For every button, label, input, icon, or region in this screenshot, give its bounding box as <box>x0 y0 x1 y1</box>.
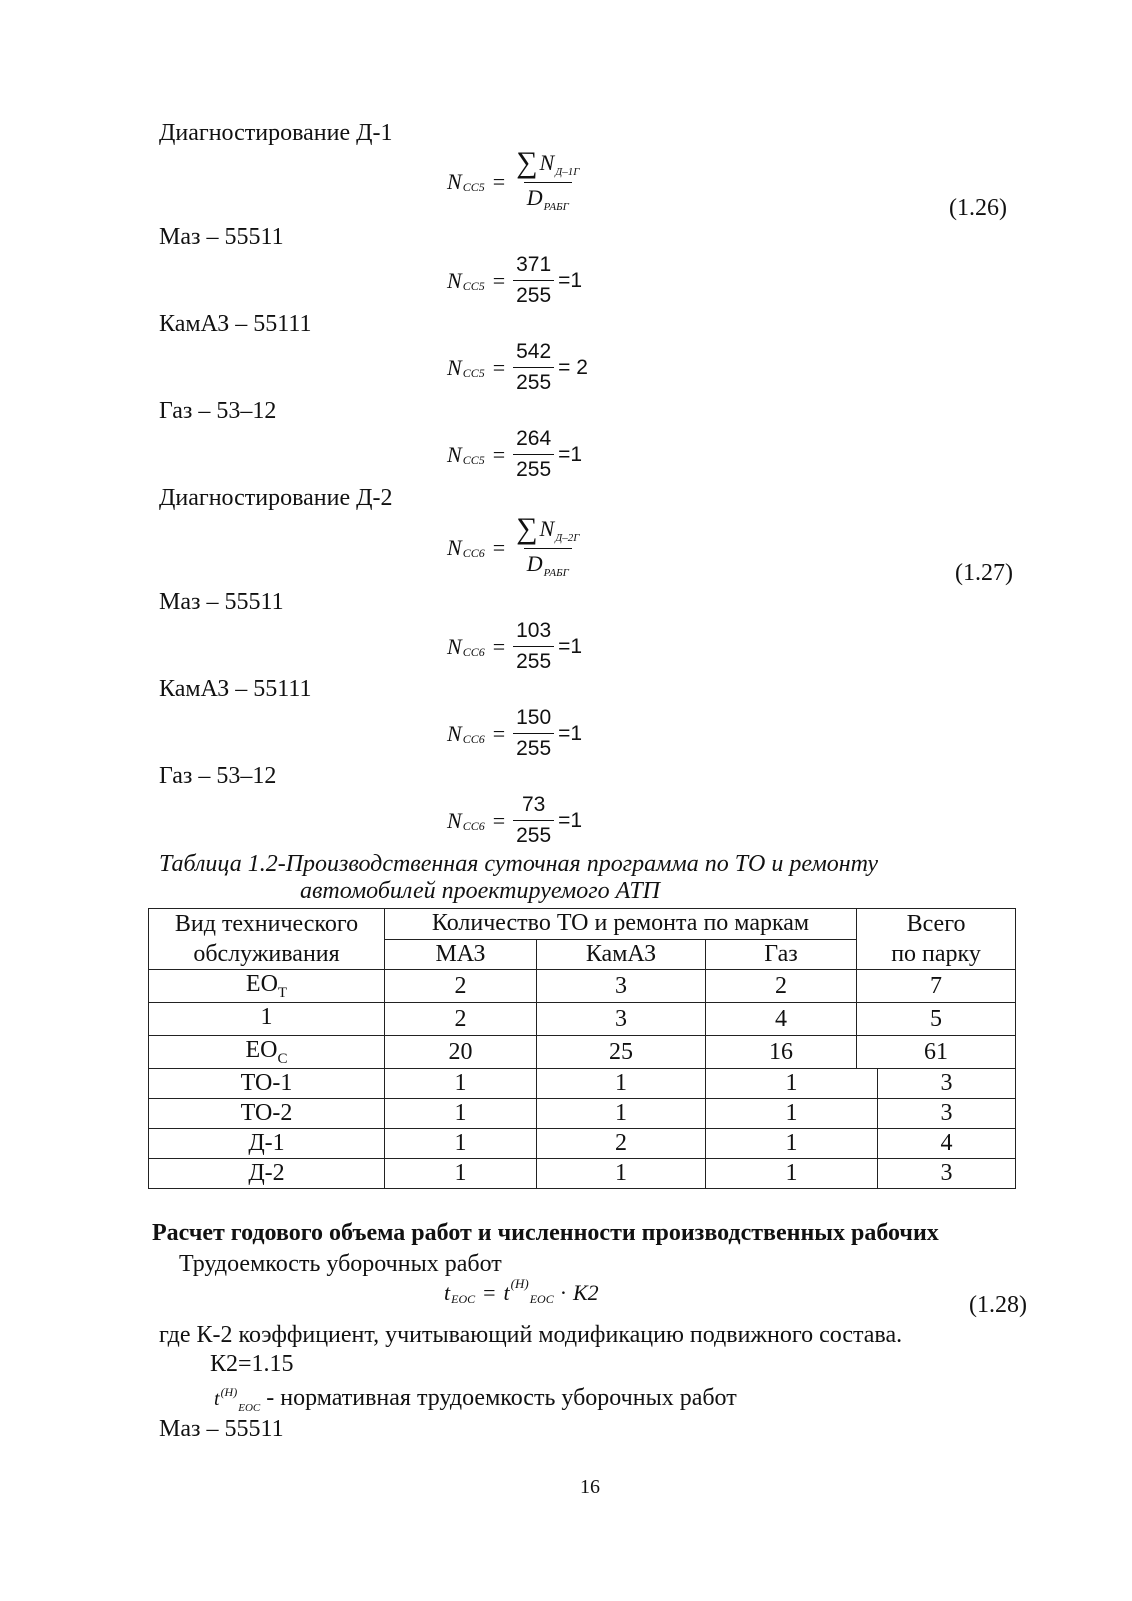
table-caption-line2: автомобилей проектируемого АТП <box>300 878 661 904</box>
header-gaz: Газ <box>706 939 857 970</box>
section-heading: Расчет годового объема работ и численности производственных рабочих <box>152 1220 939 1246</box>
header-type: Вид технического обслуживания <box>149 909 385 970</box>
formula-d2-maz: N CC6 = $\frac{103}{255}$ =1 <box>447 619 583 673</box>
vehicle-gaz-label: Газ – 53–12 <box>159 398 277 424</box>
table-row: Д-2 1 1 1 3 <box>149 1159 1016 1189</box>
formula-d1-kamaz: N CC5 = $\frac{542}{255}$ = 2 <box>447 340 588 394</box>
header-group: Количество ТО и ремонта по маркам <box>385 909 857 940</box>
table-row: 1 2 3 4 5 <box>149 1003 1016 1036</box>
formula-d1-maz: N CC5 = $\frac{371}{255}$ =1 <box>447 253 583 307</box>
formula-1-28: t ЕОС = t (Н) ЕОС · К2 <box>444 1276 599 1306</box>
table-row: ТО-2 1 1 1 3 <box>149 1099 1016 1129</box>
header-total: Всего по парку <box>857 909 1016 970</box>
d2-title: Диагностирование Д-2 <box>159 485 393 511</box>
vehicle-gaz-label: Газ – 53–12 <box>159 763 277 789</box>
table-row: Д-1 1 2 1 4 <box>149 1129 1016 1159</box>
vehicle-kamaz-label: КамАЗ – 55111 <box>159 676 312 702</box>
norm-description: $t^{(Н)}_{ЕОС}$ - нормативная трудоемкость уборочных работ <box>214 1385 737 1414</box>
vehicle-kamaz-label: КамАЗ – 55111 <box>159 311 312 337</box>
header-kamaz: КамАЗ <box>537 939 706 970</box>
equation-number-1-27: (1.27) <box>955 560 1013 586</box>
table-caption-line1: Таблица 1.2-Производственная суточная программа по ТО и ремонту <box>159 851 879 877</box>
where-line: где К-2 коэффициент, учитывающий модификацию подвижного состава. <box>159 1322 903 1348</box>
table-row: $ЕО_С$ 20 25 16 61 <box>149 1036 1016 1069</box>
d1-title: Диагностирование Д-1 <box>159 120 393 146</box>
formula-1-26: N CC5 = $\frac{\sum N_{Д-1Г}}{D_{РАБГ}}$ <box>447 148 582 215</box>
equation-number-1-28: (1.28) <box>969 1292 1027 1318</box>
labor-title: Трудоемкость уборочных работ <box>179 1251 502 1277</box>
production-program-table <box>148 908 1016 1189</box>
page-number: 16 <box>580 1476 600 1498</box>
vehicle-maz-label: Маз – 55511 <box>159 1416 284 1442</box>
header-maz: МАЗ <box>385 939 537 970</box>
table-row: ТО-1 1 1 1 3 <box>149 1069 1016 1099</box>
table-header-row <box>149 909 1016 940</box>
fraction: $\frac{\sum N_{Д-1Г}}{D_{РАБГ}}$ <box>516 146 580 213</box>
formula-d2-gaz: N CC6 = $\frac{73}{255}$ =1 <box>447 793 583 847</box>
k2-value: К2=1.15 <box>210 1351 294 1377</box>
equation-number-1-26: (1.26) <box>949 195 1007 221</box>
formula-1-27: N CC6 = $\frac{\sum N_{Д-2Г}}{D_{РАБГ}}$ <box>447 512 580 579</box>
formula-d2-kamaz: N CC6 = $\frac{150}{255}$ =1 <box>447 706 583 760</box>
table-row: $ЕО_Т$ 2 3 2 7 <box>149 970 1016 1003</box>
formula-d1-gaz: N CC5 = $\frac{264}{255}$ =1 <box>447 427 583 481</box>
vehicle-maz-label: Маз – 55511 <box>159 224 284 250</box>
vehicle-maz-label: Маз – 55511 <box>159 589 284 615</box>
